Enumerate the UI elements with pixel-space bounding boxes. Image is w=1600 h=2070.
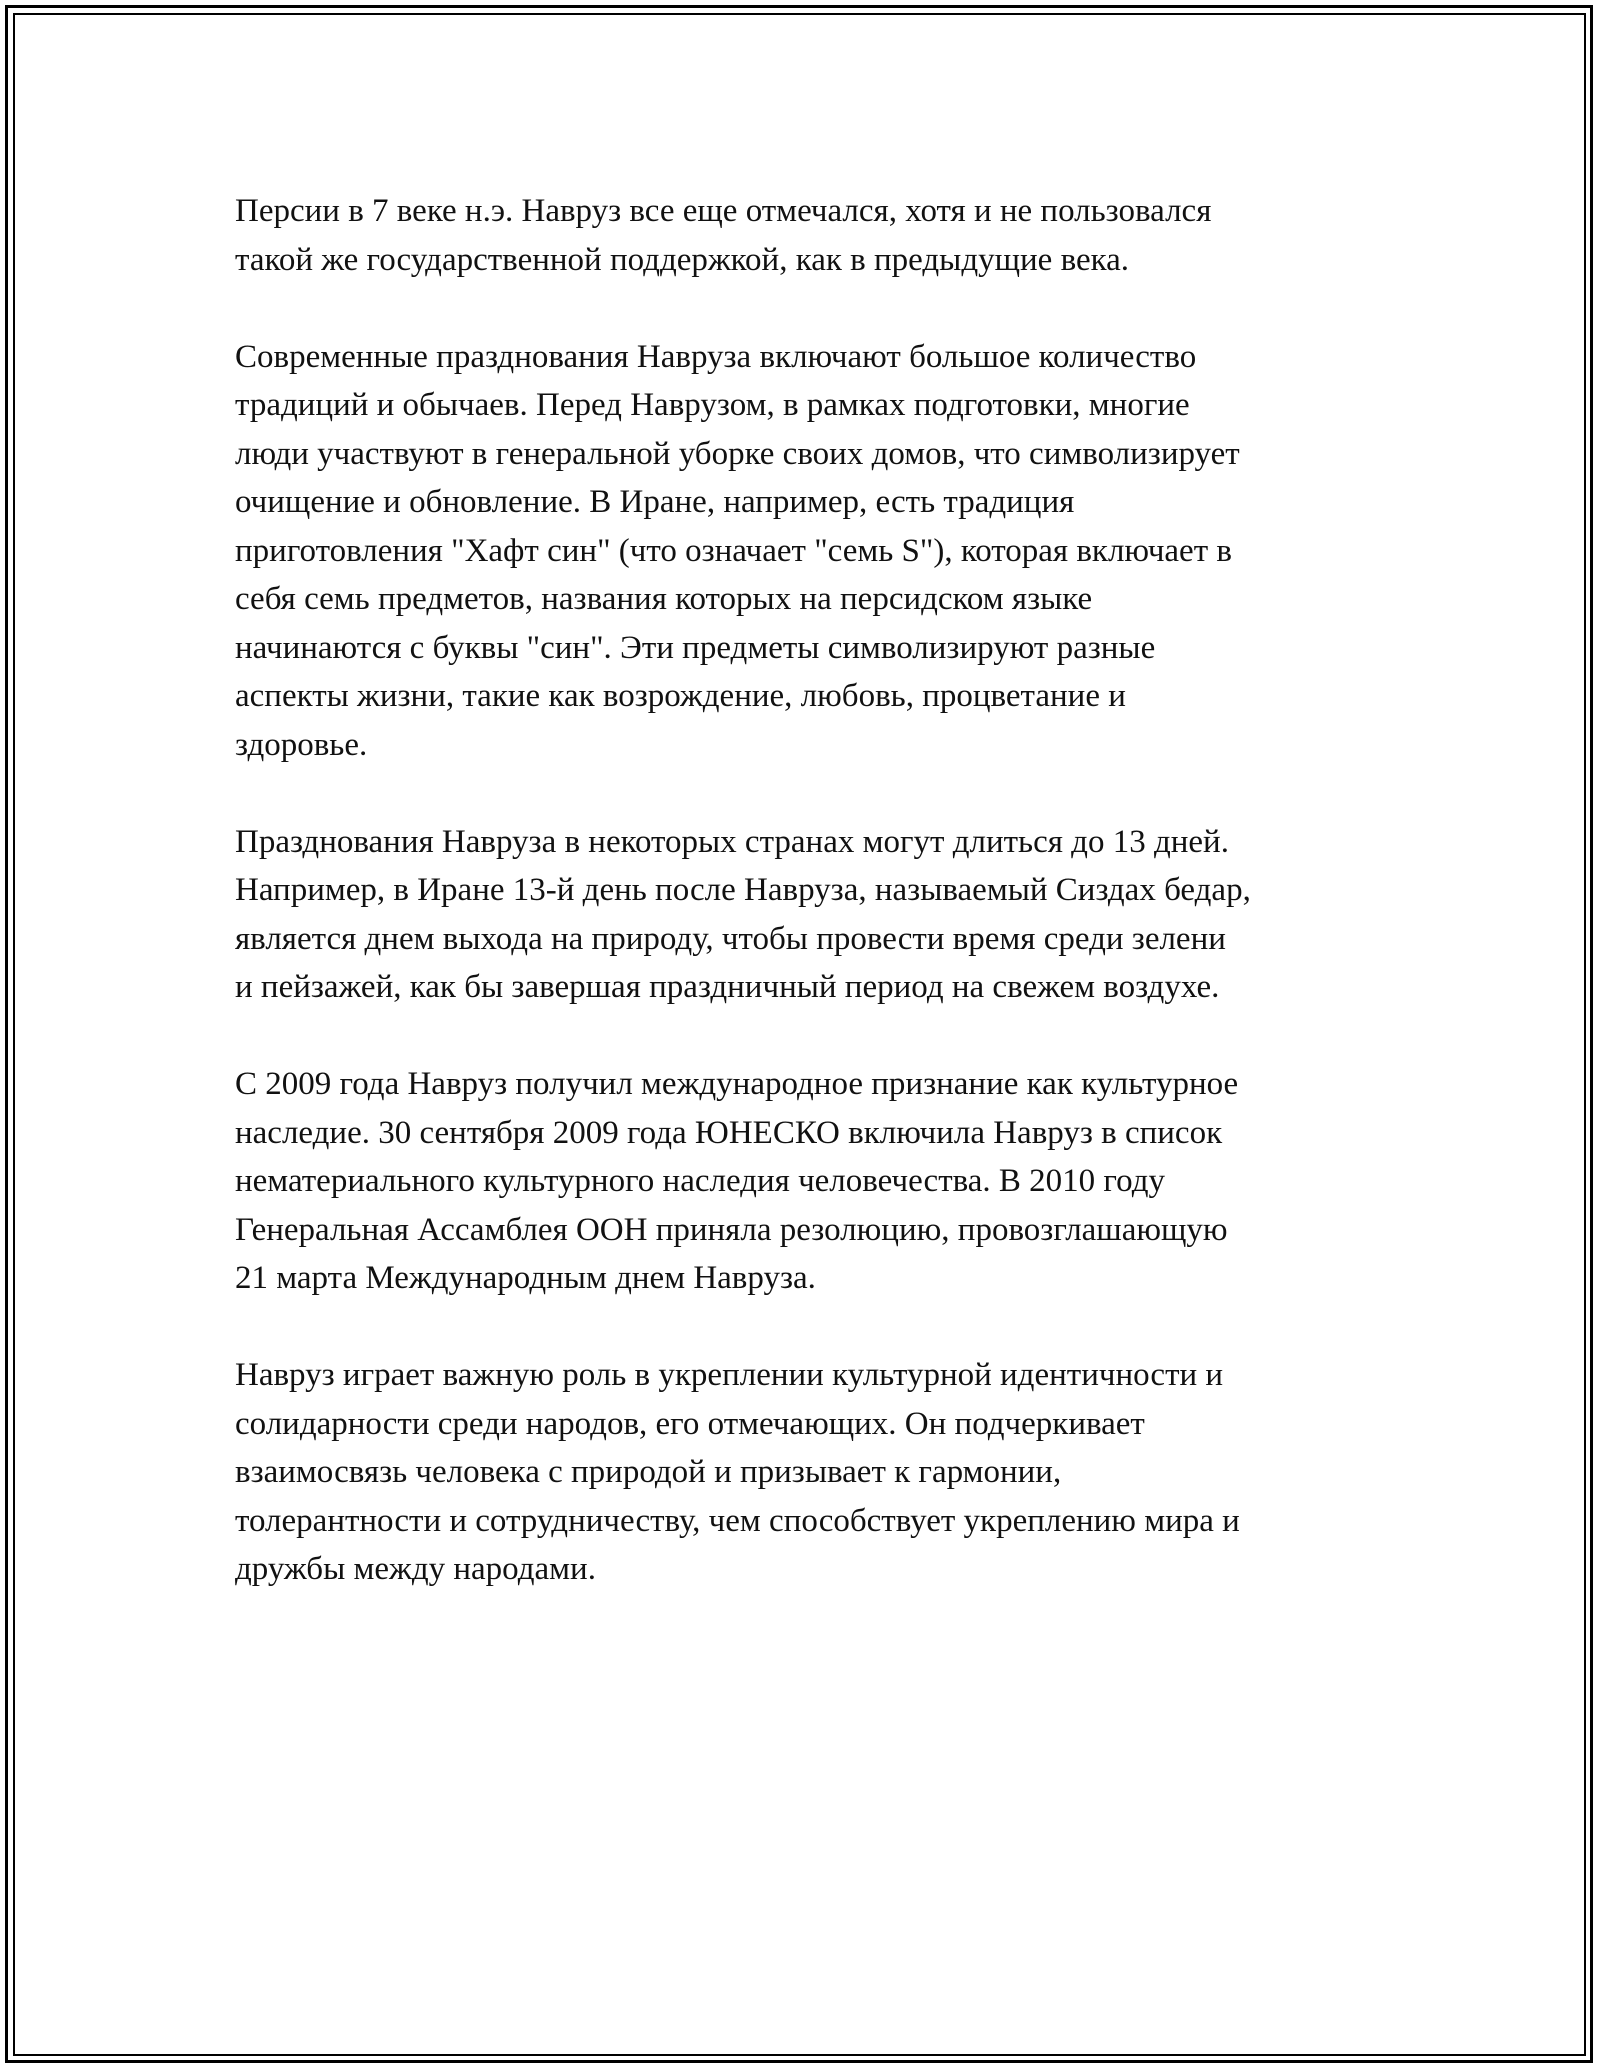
text-line: начинаются с буквы "син". Эти предметы символизируют разные	[235, 629, 1156, 666]
text-line: здоровье.	[235, 726, 368, 763]
text-line: традиций и обычаев. Перед Наврузом, в рамках подготовки, многие	[235, 387, 1190, 423]
text-line: приготовления "Хафт син" (что означает "семь S"), которая включает в	[235, 532, 1232, 569]
paragraph-thirteen-days	[235, 818, 1415, 1012]
text-line: С 2009 года Навруз получил международное признание как культурное	[235, 1066, 1239, 1102]
paragraph-cultural-role	[235, 1351, 1415, 1594]
text-line: аспекты жизни, такие как возрождение, любовь, процветание и	[235, 678, 1126, 714]
text-line: люди участвуют в генеральной уборке своих домов, что символизирует	[235, 435, 1240, 472]
text-line: и пейзажей, как бы завершая праздничный период на свежем воздухе.	[235, 969, 1220, 1005]
text-line: Генеральная Ассамблея ООН приняла резолюцию, провозглашающую	[235, 1211, 1228, 1248]
text-line: Персии в 7 веке н.э. Навруз все еще отмечался, хотя и не пользовался	[235, 193, 1212, 229]
text-line: солидарности среди народов, его отмечающих. Он подчеркивает	[235, 1405, 1145, 1442]
text-line: такой же государственной поддержкой, как в предыдущие века.	[235, 241, 1130, 278]
text-line: наследие. 30 сентября 2009 года ЮНЕСКО включила Навруз в список	[235, 1114, 1223, 1151]
text-line: себя семь предметов, названия которых на персидском языке	[235, 581, 1093, 617]
text-line: очищение и обновление. В Иране, например, есть традиция	[235, 484, 1075, 520]
text-line: нематериального культурного наследия человечества. В 2010 году	[235, 1163, 1165, 1199]
text-line: Празднования Навруза в некоторых странах могут длиться до 13 дней.	[235, 823, 1229, 860]
text-line: дружбы между народами.	[235, 1551, 596, 1587]
text-line: 21 марта Международным днем Навруза.	[235, 1260, 816, 1296]
text-line: Навруз играет важную роль в укреплении культурной идентичности и	[235, 1357, 1224, 1393]
text-line: Например, в Иране 13-й день после Навруза, называемый Сиздах бедар,	[235, 872, 1251, 908]
text-line: Современные празднования Навруза включают большое количество	[235, 338, 1197, 375]
text-line: толерантности и сотрудничеству, чем способствует укреплению мира и	[235, 1502, 1240, 1539]
document-body	[235, 187, 1415, 1642]
paragraph-unesco	[235, 1060, 1415, 1303]
paragraph-modern-traditions	[235, 333, 1415, 770]
text-line: является днем выхода на природу, чтобы провести время среди зелени	[235, 920, 1226, 957]
paragraph-persia	[235, 187, 1415, 284]
text-line: взаимосвязь человека с природой и призывает к гармонии,	[235, 1454, 1062, 1490]
